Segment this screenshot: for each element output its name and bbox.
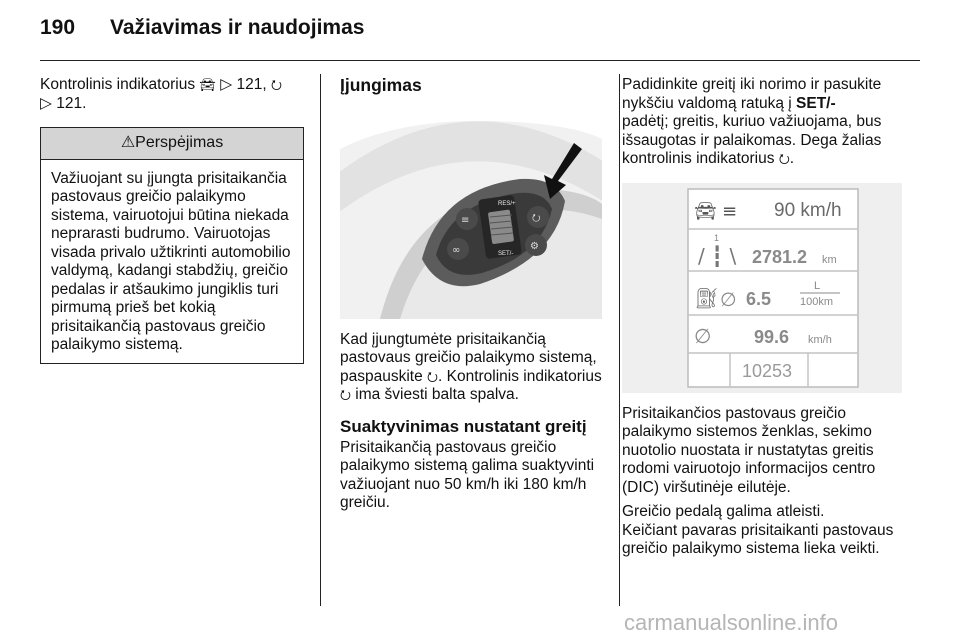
column-2	[340, 76, 602, 519]
pedal-paragraph: Greičio pedalą galima atleisti.	[622, 503, 825, 520]
average-icon: ∅	[694, 323, 712, 348]
odometer-value: 2781.2	[752, 246, 808, 267]
dic-paragraph: Prisitaikančios pastovaus greičio palaikymo sistemos ženklas, sekimo nuotolio nuostata ir nustatytas greitis rodomi vairuotojo informacijos centro (DIC) viršutinėje eilutėje.	[622, 404, 876, 496]
activation-paragraph: Kad įjungtumėte prisitaikančią pastovaus greičio palaikymo sistemą, paspauskite ⭮. Kontrolinis indikatorius ⭮ ima šviesti balta spalva.	[340, 330, 602, 403]
average-speed-unit: km/h	[808, 333, 832, 346]
page-number: 190	[40, 16, 76, 39]
cruise-button-icon: ⭮	[427, 368, 438, 384]
average-speed-value: 99.6	[754, 326, 790, 347]
intro-paragraph: Kontrolinis indikatorius 🚘︎ ▷ 121, ⭮ ▷ 121.	[40, 76, 282, 112]
res-label: RES/+	[498, 200, 516, 207]
column-3	[622, 76, 902, 565]
fuel-unit-top: L	[814, 279, 821, 292]
odometer-unit: km	[822, 253, 837, 266]
average-icon: ∅	[720, 288, 737, 311]
svg-text:∞: ∞	[452, 244, 461, 256]
set-speed-paragraph: Padidinkite greitį iki norimo ir pasukite nykščiu valdomą ratuką į SET/- padėtį; greitis, kuriuo važiuojama, bus išsaugotas ir palaikomas. Dega žalias kontrolinis indikatorius ⭮.	[622, 76, 882, 167]
car-icon: 🚘︎	[199, 77, 216, 92]
svg-text:≡: ≡	[461, 214, 470, 226]
dic-display-illustration	[622, 183, 902, 393]
warning-title: Perspėjimas	[135, 134, 224, 151]
cruise-indicator-icon: ⭮	[270, 77, 282, 92]
warning-header	[41, 128, 303, 160]
subsection-heading: Suaktyvinimas nustatant greitį	[340, 416, 587, 436]
column-1	[40, 76, 304, 364]
total-distance: 10253	[742, 360, 793, 381]
cruise-indicator-icon: ⭮	[340, 387, 351, 402]
page-title: Važiavimas ir naudojimas	[110, 16, 365, 39]
column-divider-2	[619, 74, 620, 606]
set-label: SET/-	[498, 250, 514, 257]
speed-range-paragraph: Prisitaikančią pastovaus greičio palaikymo sistemą galima suaktyvinti važiuojant nuo 50 km/h iki 180 km/h greičiu.	[340, 438, 595, 511]
header-rule	[40, 60, 920, 61]
page-ref-icon: ▷	[40, 94, 52, 112]
car-icon: 🚘︎	[694, 200, 717, 222]
distance-bars-icon: ≡	[722, 200, 738, 222]
warning-box	[40, 127, 304, 364]
watermark: carmanualsonline.info	[624, 610, 839, 635]
section-heading: Įjungimas	[340, 75, 422, 95]
fuel-consumption-value: 6.5	[746, 288, 772, 309]
page-header	[40, 14, 920, 46]
page-ref-icon: ▷	[220, 76, 233, 93]
gear-paragraph: Keičiant pavaras prisitaikanti pastovaus greičio palaikymo sistema lieka veikti.	[622, 521, 894, 557]
road-icon: / ┇ \	[698, 243, 737, 268]
set-speed: 90 km/h	[774, 199, 842, 221]
fuel-pump-icon: ⛽︎	[694, 285, 720, 310]
steering-wheel-illustration	[340, 109, 602, 319]
column-divider-1	[320, 74, 321, 606]
lane-number: 1	[714, 232, 720, 243]
svg-text:⚙: ⚙	[530, 240, 539, 252]
svg-text:⭮: ⭮	[532, 212, 541, 224]
cruise-indicator-icon: ⭮	[778, 151, 790, 166]
warning-text: Važiuojant su įjungta prisitaikančia pastovaus greičio palaikymo sistema, vairuotojui būtina niekada neprarasti budrumo. Vairuotojas visada privalo užtikrinti automobilio valdymą, kadangi stabdžių, greičio pedalas ir atšaukimo jungiklis turi pirmumą prieš bet kokią prisitaikančią pastovaus greičio palaikymo sistemą.	[51, 169, 291, 353]
warning-triangle-icon: ⚠︎	[120, 134, 136, 151]
fuel-unit-bottom: 100km	[800, 295, 834, 308]
